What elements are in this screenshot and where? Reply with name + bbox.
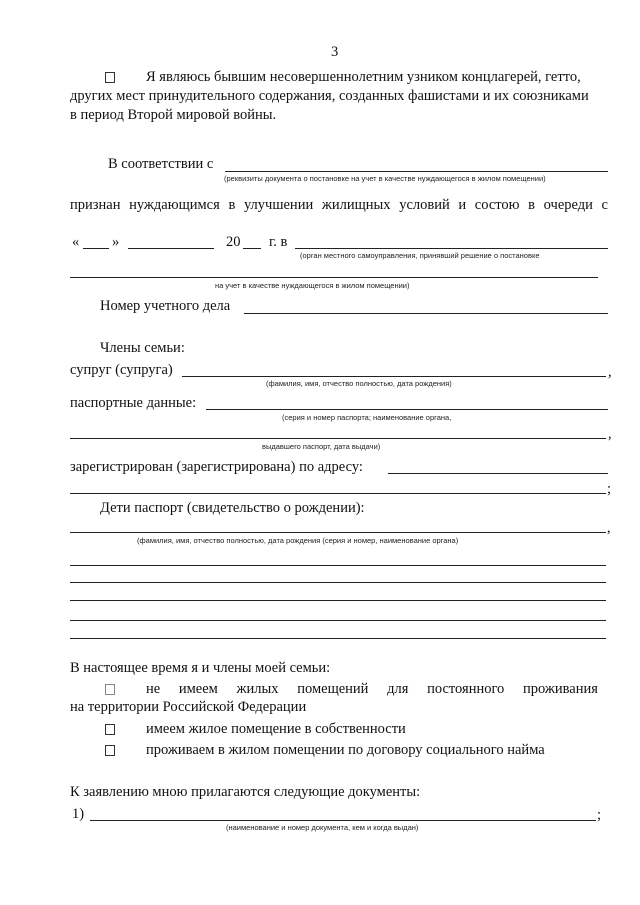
no-housing-word: имеем [178,681,218,697]
recognized-word: в [228,197,236,213]
children-field-line[interactable] [70,638,606,639]
passport-comma: , [608,426,612,442]
recognized-word: нуждающимся [129,197,220,213]
attachments-title: К заявлению мною прилагаются следующие документы: [70,784,421,800]
passport-hint-continued: выдавшего паспорт, дата выдачи) [262,442,381,451]
no-housing-line2: на территории Российской Федерации [70,699,307,715]
children-comma: , [607,520,611,536]
prisoner-statement-line2: других мест принудительного содержания, созданных фашистами и их союзниками [70,88,589,104]
children-field-line[interactable] [70,582,606,583]
recognized-word: состою [474,197,520,213]
registered-semicolon: ; [607,481,612,497]
page-number: 3 [331,44,339,60]
housing-title: В настоящее время я и члены моей семьи: [70,660,331,676]
passport-label: паспортные данные: [70,395,197,411]
day-field[interactable] [83,248,109,249]
attachment-item-number: 1) [72,806,85,822]
year-field[interactable] [243,248,261,249]
quote-open: « [72,234,80,250]
quote-close: » [112,234,120,250]
family-title: Члены семьи: [100,340,185,356]
no-housing-line1 [146,681,598,698]
recognized-word: жилищных [321,197,391,213]
month-field[interactable] [128,248,214,249]
spouse-field[interactable] [182,376,606,377]
spouse-comma: , [608,364,612,380]
children-field-line[interactable] [70,565,606,566]
year-prefix: 20 [226,234,241,250]
owned-housing-checkbox[interactable] [105,724,115,735]
attachment-item-field[interactable] [90,820,596,821]
recognized-line [70,197,608,214]
passport-field[interactable] [206,409,608,410]
social-lease-checkbox[interactable] [105,745,115,756]
accordance-label: В соответствии с [108,156,214,172]
recognized-word: условий [399,197,450,213]
accordance-hint: (реквизиты документа о постановке на учет в качестве нуждающегося в жилом помещении) [224,174,546,183]
case-number-field[interactable] [244,313,608,314]
authority-hint: (орган местного самоуправления, принявший решение о постановке [300,251,540,260]
accordance-field[interactable] [225,171,608,172]
children-field-line[interactable] [70,600,606,601]
no-housing-word: не [146,681,161,697]
prisoner-checkbox[interactable] [105,72,115,83]
passport-hint: (серия и номер паспорта; наименование органа, [282,413,452,422]
attachment-item-hint: (наименование и номер документа, кем и когда выдан) [226,823,419,832]
social-lease-label: проживаем в жилом помещении по договору социального найма [146,742,545,758]
children-field[interactable] [70,532,606,533]
year-suffix: г. в [269,234,288,250]
no-housing-word: постоянного [427,681,505,697]
recognized-word: в [528,197,536,213]
no-housing-word: для [387,681,409,697]
spouse-hint: (фамилия, имя, отчество полностью, дата рождения) [266,379,452,388]
no-housing-checkbox[interactable] [105,684,115,695]
registered-label: зарегистрирован (зарегистрирована) по адресу: [70,459,363,475]
owned-housing-label: имеем жилое помещение в собственности [146,721,406,737]
no-housing-word: жилых [236,681,279,697]
no-housing-word: помещений [297,681,369,697]
no-housing-word: проживания [522,681,598,697]
authority-field[interactable] [295,248,608,249]
children-field-line[interactable] [70,620,606,621]
children-hint: (фамилия, имя, отчество полностью, дата рождения (серия и номер, наименование органа) [137,536,459,545]
authority-hint-continued: на учет в качестве нуждающегося в жилом помещении) [215,281,410,290]
spouse-label: супруг (супруга) [70,362,173,378]
recognized-word: с [601,197,608,213]
prisoner-statement-line3: в период Второй мировой войны. [70,107,277,123]
recognized-word: очереди [543,197,593,213]
recognized-word: и [458,197,467,213]
case-number-label: Номер учетного дела [100,298,231,314]
registered-field[interactable] [388,473,608,474]
registered-field-continued[interactable] [70,493,606,494]
attachment-semicolon: ; [597,807,602,823]
passport-field-continued[interactable] [70,438,606,439]
recognized-word: улучшении [243,197,314,213]
authority-field-continued[interactable] [70,277,598,278]
recognized-word: признан [70,197,121,213]
prisoner-statement-line1: Я являюсь бывшим несовершеннолетним узником концлагерей, гетто, [146,69,581,85]
children-label: Дети паспорт (свидетельство о рождении): [100,500,365,516]
